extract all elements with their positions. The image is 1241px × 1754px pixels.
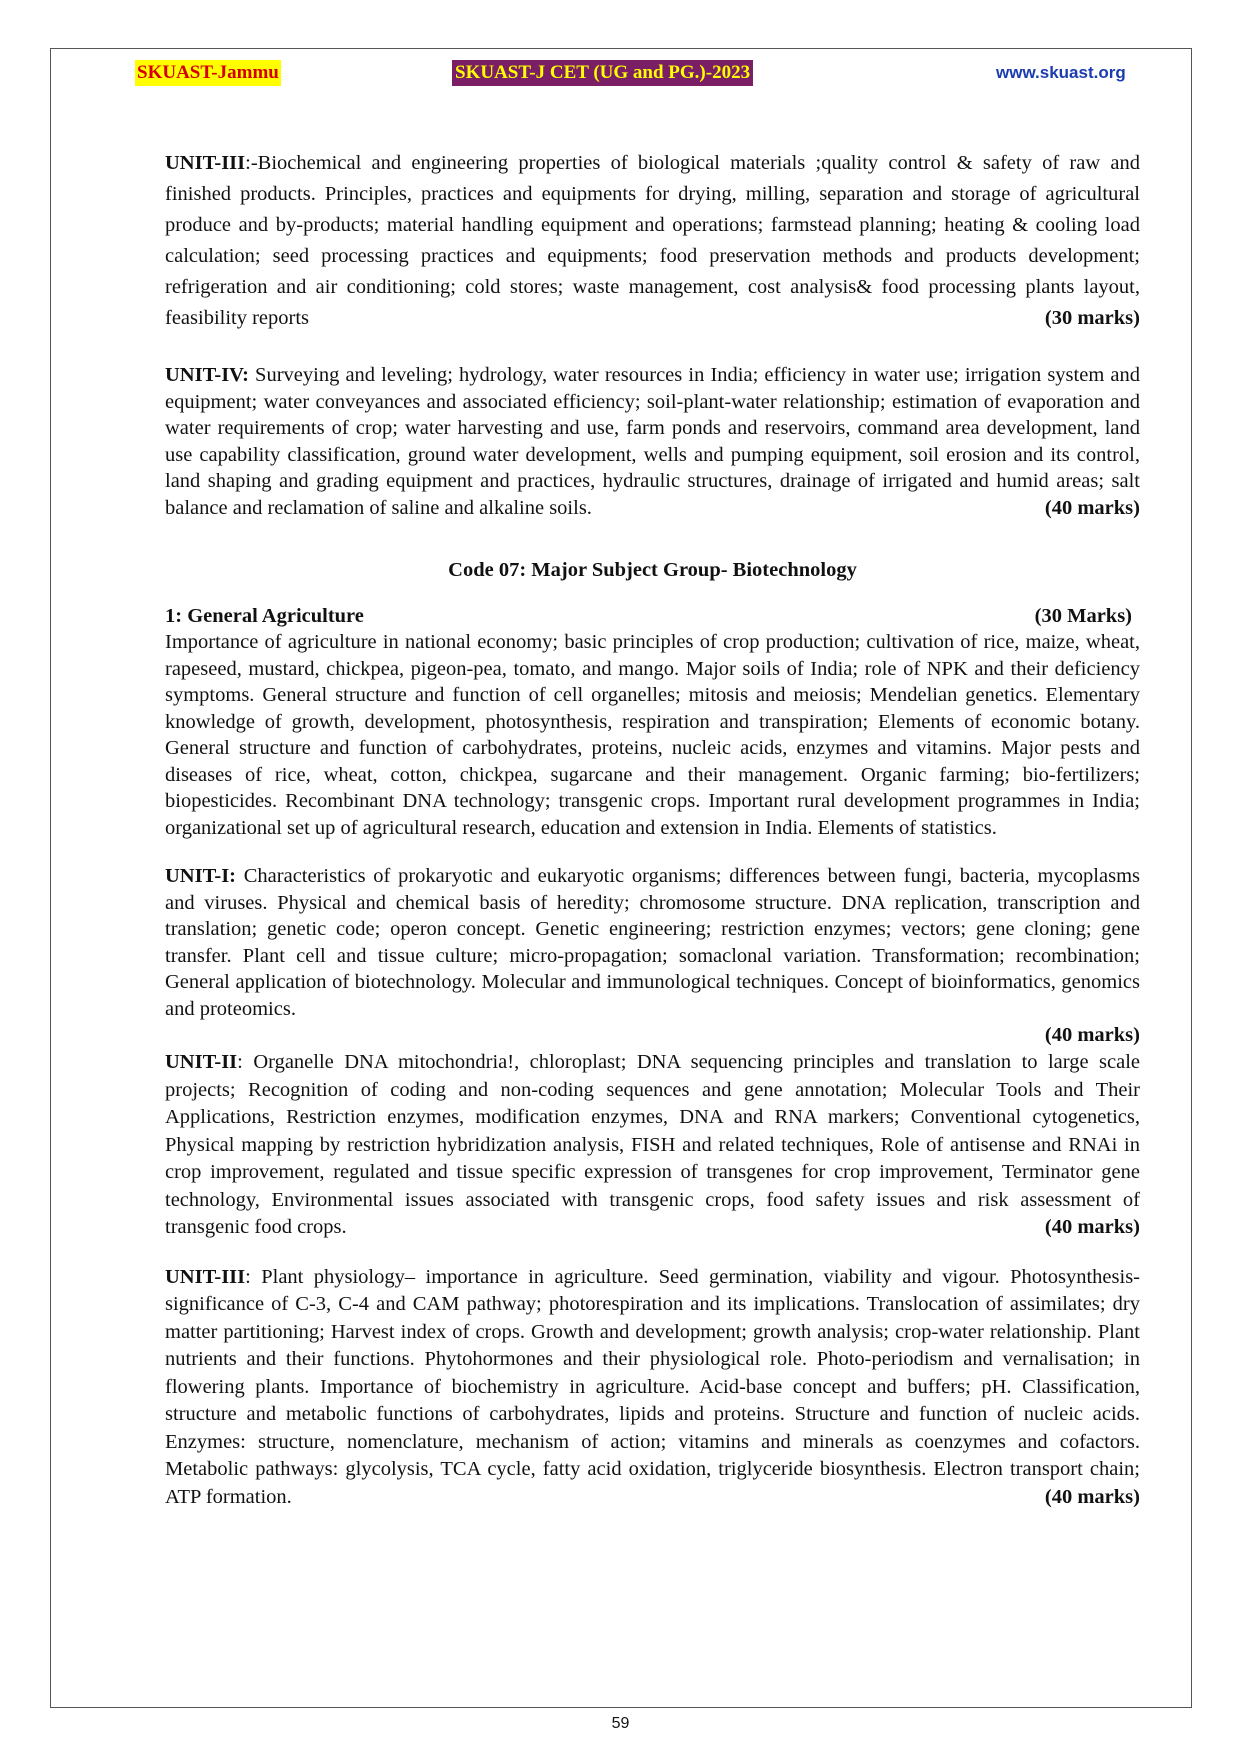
unit-text: : Plant physiology– importance in agriculture. Seed germination, viability and vigour. Photosynthesis- significance of C-3, C-4 and CAM pathway; photorespiration and its implications. Translocation of assimilates; dry matter partitioning; Harvest index of crops. Growth and development; growth analysis; crop-water relationship. Plant nutrients and their functions. Phytohormones and their physiological role. Photo-periodism and vernalisation; in flowering plants. Importance of biochemistry in agriculture. Acid-base concept and buffers; pH. Classification, structure and metabolic functions of carbohydrates, lipids and proteins. Structure and function of nucleic acids. Enzymes: structure, nomenclature, mechanism of action; vitamins and minerals as coenzymes and cofactors. Metabolic pathways: glycolysis, TCA cycle, fatty acid oxidation, triglyceride biosynthesis. Electron transport chain; ATP formation. xyxy=(165,1265,1140,1508)
unit-iv-ag-engineering xyxy=(165,362,1140,521)
unit-text: :-Biochemical and engineering properties of biological materials ;quality control & safety of raw and finished products. Principles, practices and equipments for drying, milling, separation and storage of agricultural produce and by-products; material handling equipment and operations; farmstead planning; heating & cooling load calculation; seed processing practices and equipments; food preservation methods and products development; refrigeration and air conditioning; cold stores; waste management, cost analysis& food processing plants layout, feasibility reports xyxy=(165,152,1140,329)
header-exam-title: SKUAST-J CET (UG and PG.)-2023 xyxy=(452,60,753,86)
section-title: 1: General Agriculture xyxy=(165,605,364,627)
unit-text: Characteristics of prokaryotic and eukaryotic organisms; differences between fungi, bacteria, mycoplasms and viruses. Physical and chemical basis of heredity; chromosome structure. DNA replication, transcription and translation; genetic code; operon concept. Genetic engineering; restriction enzymes; vectors; gene cloning; gene transfer. Plant cell and tissue culture; micro-propagation; somaclonal variation. Transformation; recombination; General application of biotechnology. Molecular and immunological techniques. Concept of bioinformatics, genomics and proteomics. xyxy=(165,865,1140,1020)
unit-label: UNIT-II xyxy=(165,1051,238,1073)
unit-ii-biotech xyxy=(165,1049,1140,1242)
section-marks: (30 Marks) xyxy=(1034,605,1132,627)
unit-iii-biotech xyxy=(165,1264,1140,1512)
unit-label: UNIT-I: xyxy=(165,865,237,887)
page-content xyxy=(165,148,1140,1511)
unit-marks: (40 marks) xyxy=(1044,496,1140,519)
unit-marks: (30 marks) xyxy=(1044,307,1140,329)
unit-label: UNIT-III xyxy=(165,1265,246,1288)
unit-i-biotech xyxy=(165,863,1140,1022)
unit-marks: (40 marks) xyxy=(1044,1216,1140,1238)
unit-label: UNIT-III xyxy=(165,152,246,174)
section-heading: Code 07: Major Subject Group- Biotechnology xyxy=(448,559,857,581)
header-institution: SKUAST-Jammu xyxy=(135,60,281,86)
general-agriculture-text: Importance of agriculture in national economy; basic principles of crop production; cultivation of rice, maize, wheat, rapeseed, mustard, chickpea, pigeon-pea, tomato, and mango. Major soils of India; role of NPK and their deficiency symptoms. General structure and function of cell organelles; mitosis and meiosis; Mendelian genetics. Elementary knowledge of growth, development, photosynthesis, respiration and transpiration; Elements of economic botany. General structure and function of carbohydrates, proteins, nucleic acids, enzymes and vitamins. Major pests and diseases of rice, wheat, cotton, chickpea, sugarcane and their management. Organic farming; bio-fertilizers; biopesticides. Recombinant DNA technology; transgenic crops. Important rural development programmes in India; organizational set up of agricultural research, education and extension in India. Elements of statistics. xyxy=(165,631,1140,839)
page-number: 59 xyxy=(611,1715,630,1732)
unit-iii-ag-engineering xyxy=(165,148,1140,334)
unit-text: : Organelle DNA mitochondria!, chloroplast; DNA sequencing principles and translation to large scale projects; Recognition of coding and non-coding sequences and gene annotation; Molecular Tools and Their Applications, Restriction enzymes, modification enzymes, DNA and RNA markers; Conventional cytogenetics, Physical mapping by restriction hybridization analysis, FISH and related techniques, Role of antisense and RNAi in crop improvement, regulated and tissue specific expression of transgenes for crop improvement, Terminator gene technology, Environmental issues associated with transgenic crops, food safety issues and risk assessment of transgenic food crops. xyxy=(165,1051,1140,1238)
unit-text: Surveying and leveling; hydrology, water resources in India; efficiency in water use; irrigation system and equipment; water conveyances and associated efficiency; soil-plant-water relationship; estimation of evaporation and water requirements of crop; water harvesting and use, farm ponds and reservoirs, command area development, land use capability classification, ground water development, wells and pumping equipment, soil erosion and its control, land shaping and grading equipment and practices, hydraulic structures, drainage of irrigated and humid areas; salt balance and reclamation of saline and alkaline soils. xyxy=(165,364,1140,519)
unit-marks: (40 marks) xyxy=(1044,1024,1140,1046)
unit-label: UNIT-IV: xyxy=(165,364,249,386)
unit-marks: (40 marks) xyxy=(1044,1485,1140,1508)
header-website-link[interactable]: www.skuast.org xyxy=(996,63,1126,82)
general-agriculture-heading xyxy=(165,603,1140,629)
